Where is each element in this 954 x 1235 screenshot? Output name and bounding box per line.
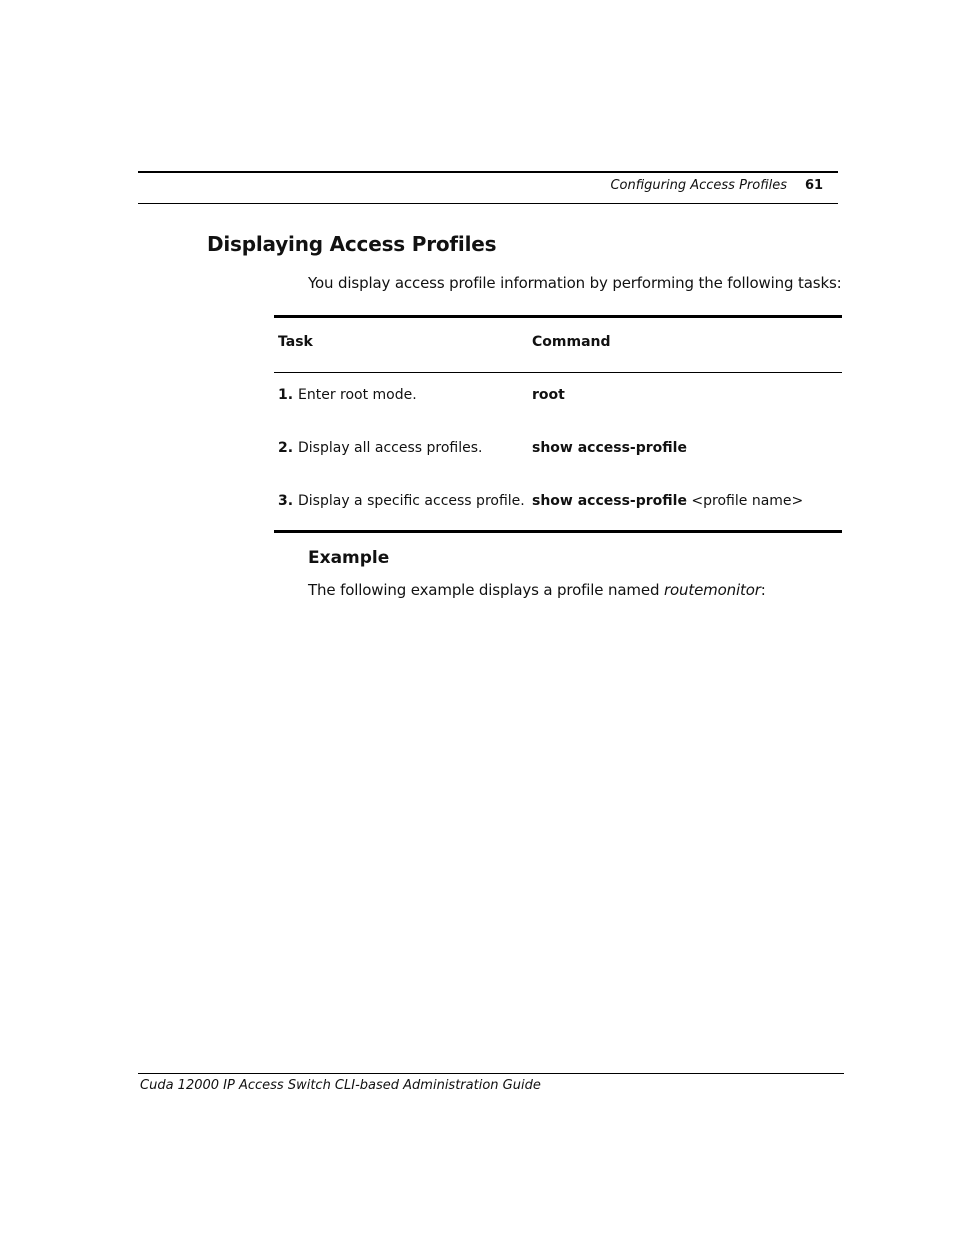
table-row-task	[278, 387, 417, 403]
table-row-command	[532, 387, 565, 403]
table-top-rule	[274, 315, 842, 318]
header-top-rule	[138, 171, 838, 173]
table-row-command	[532, 493, 803, 509]
task-text: Display all access profiles.	[298, 440, 483, 456]
command-keyword: show access-profile	[532, 493, 687, 509]
table-row-task	[278, 493, 525, 509]
example-profile-name: routemonitor	[663, 581, 761, 599]
step-number: 1.	[278, 387, 294, 403]
example-heading: Example	[308, 548, 390, 568]
example-text-before: The following example displays a profile named	[308, 581, 664, 599]
header-bottom-rule	[138, 203, 838, 204]
table-bottom-rule	[274, 530, 842, 533]
command-keyword: show access-profile	[532, 440, 687, 456]
section-title: Displaying Access Profiles	[207, 232, 497, 256]
example-paragraph	[308, 581, 766, 599]
task-text: Display a specific access profile.	[298, 493, 525, 509]
table-row-task	[278, 440, 482, 456]
table-header-rule	[274, 372, 842, 373]
command-argument: <profile name>	[686, 493, 804, 509]
footer-title: Cuda 12000 IP Access Switch CLI-based Administration Guide	[140, 1078, 541, 1093]
step-number: 3.	[278, 493, 294, 509]
table-row-command	[532, 440, 687, 456]
task-text: Enter root mode.	[298, 387, 417, 403]
column-header-command: Command	[532, 334, 611, 350]
running-title: Configuring Access Profiles	[610, 178, 787, 193]
command-keyword: root	[532, 387, 565, 403]
example-text-after: :	[760, 581, 766, 599]
column-header-task: Task	[278, 334, 313, 350]
step-number: 2.	[278, 440, 294, 456]
intro-paragraph: You display access profile information by performing the following tasks:	[308, 274, 842, 292]
page-number: 61	[805, 178, 824, 193]
footer-rule	[138, 1073, 844, 1074]
